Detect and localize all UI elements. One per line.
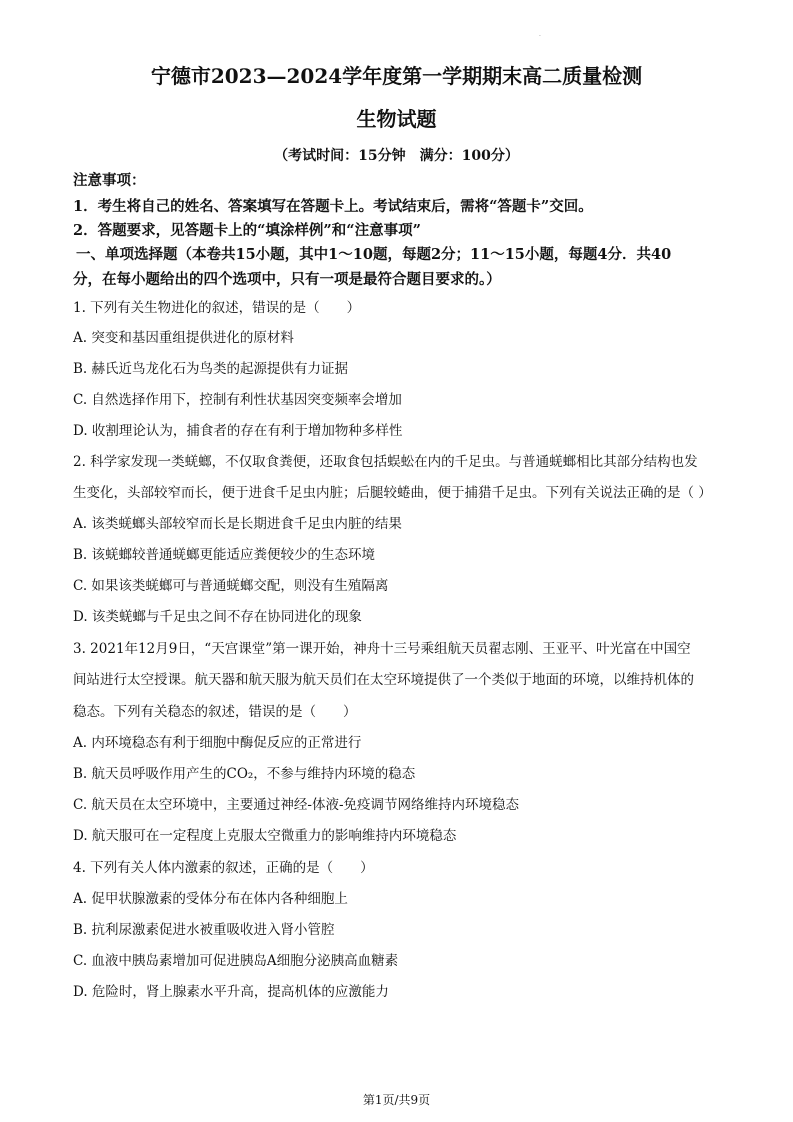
question-4-option-c: C. 血液中胰岛素增加可促进胰岛A细胞分泌胰高血糖素: [73, 953, 399, 969]
question-2-option-c: C. 如果该类蜣螂可与普通蜣螂交配，则没有生殖隔离: [73, 578, 389, 594]
question-1-option-c: C. 自然选择作用下，控制有利性状基因突变频率会增加: [73, 392, 402, 408]
question-3-stem-line-2: 间站进行太空授课。航天器和航天服为航天员们在太空环境提供了一个类似于地面的环境，以维持机体的: [73, 672, 694, 688]
question-1-option-d: D. 收割理论认为，捕食者的存在有利于增加物种多样性: [73, 423, 403, 439]
notice-heading: 注意事项：: [73, 172, 146, 189]
question-2-option-b: B. 该蜣螂较普通蜣螂更能适应粪便较少的生态环境: [73, 547, 376, 563]
question-3-option-d: D. 航天服可在一定程度上克服太空微重力的影响维持内环境稳态: [73, 828, 457, 844]
question-3-option-b: B. 航天员呼吸作用产生的CO₂，不参与维持内环境的稳态: [73, 766, 416, 782]
notice-item-2: 2．答题要求，见答题卡上的“填涂样例”和“注意事项”: [73, 222, 421, 239]
scan-mark: ·: [539, 33, 541, 40]
subject-title: 生物试题: [356, 107, 437, 131]
section-heading-line-2: 分，在每小题给出的四个选项中，只有一项是最符合题目要求的。）: [73, 271, 501, 288]
question-2-option-a: A. 该类蜣螂头部较窄而长是长期进食千足虫内脏的结果: [73, 516, 402, 532]
question-2-option-d: D. 该类蜣螂与千足虫之间不存在协同进化的现象: [73, 609, 362, 625]
question-1-option-b: B. 赫氏近鸟龙化石为鸟类的起源提供有力证据: [73, 361, 349, 377]
section-heading-line-1: 一、单项选择题（本卷共15小题，其中1～10题，每题2分；11～15小题，每题4分．共40: [76, 246, 672, 263]
exam-title: 宁德市2023—2024学年度第一学期期末高二质量检测: [150, 64, 643, 88]
question-4-stem: 4. 下列有关人体内激素的叙述，正确的是（ ）: [73, 860, 374, 876]
notice-item-1: 1．考生将自己的姓名、答案填写在答题卡上。考试结束后，需将“答题卡”交回。: [73, 198, 593, 215]
exam-info: （考试时间：15分钟 满分：100分）: [274, 148, 519, 164]
question-4-option-d: D. 危险时，肾上腺素水平升高，提高机体的应激能力: [73, 984, 389, 1000]
question-2-stem-line-2: 生变化，头部较窄而长，便于进食千足虫内脏；后腿较蜷曲，便于捕猎千足虫。下列有关说法正确的是（ ）: [73, 485, 712, 501]
question-3-stem-line-1: 3. 2021年12月9日，“天宫课堂”第一课开始，神舟十三号乘组航天员翟志刚、王亚平、叶光富在中国空: [73, 641, 691, 657]
question-2-stem-line-1: 2. 科学家发现一类蜣螂，不仅取食粪便，还取食包括蜈蚣在内的千足虫。与普通蜣螂相比其部分结构也发: [73, 454, 698, 470]
question-1-option-a: A. 突变和基因重组提供进化的原材料: [73, 330, 294, 346]
question-3-option-c: C. 航天员在太空环境中，主要通过神经-体液-免疫调节网络维持内环境稳态: [73, 797, 520, 813]
question-4-option-a: A. 促甲状腺激素的受体分布在体内各种细胞上: [73, 891, 348, 907]
question-3-option-a: A. 内环境稳态有利于细胞中酶促反应的正常进行: [73, 735, 362, 751]
page-number: 第1页/共9页: [362, 1093, 431, 1107]
question-4-option-b: B. 抗利尿激素促进水被重吸收进入肾小管腔: [73, 922, 335, 938]
question-1-stem: 1. 下列有关生物进化的叙述，错误的是（ ）: [73, 300, 361, 316]
question-3-stem-line-3: 稳态。下列有关稳态的叙述，错误的是（ ）: [73, 704, 357, 720]
